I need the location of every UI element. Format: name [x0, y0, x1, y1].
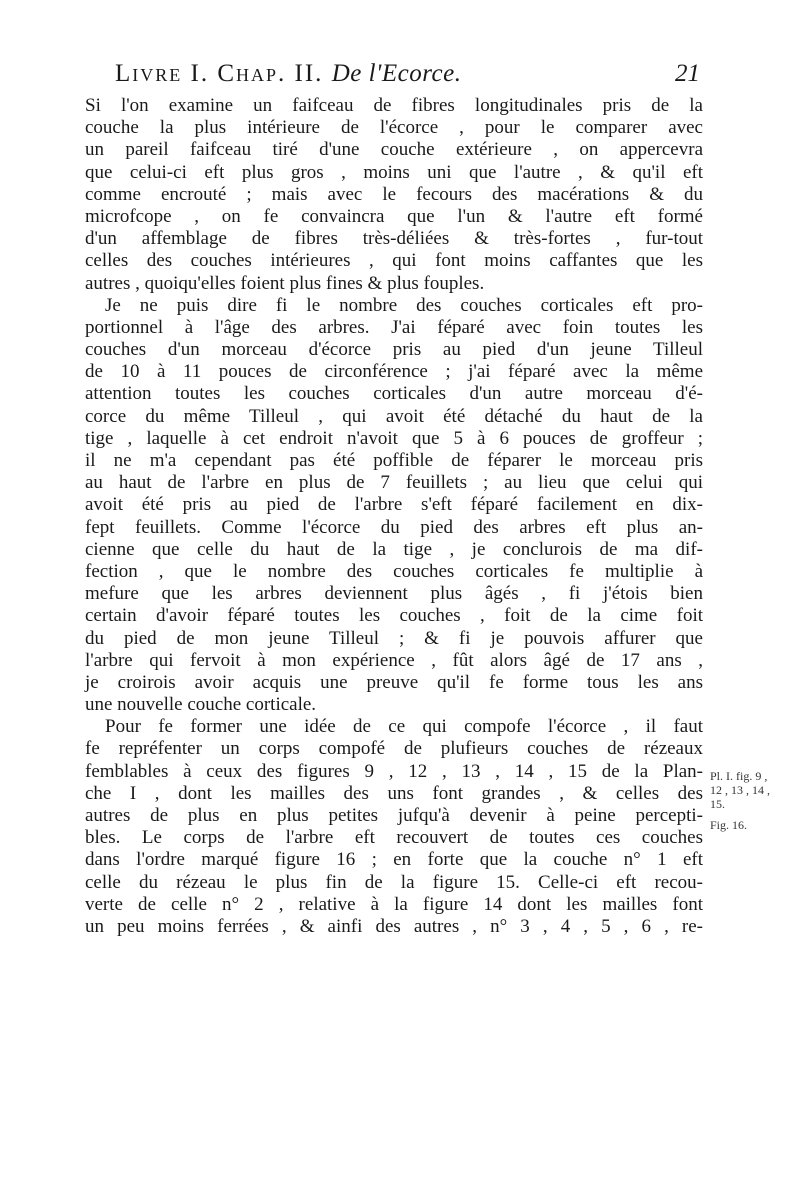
text-line: Si l'on examine un faifceau de fibres longitudinales pris de la [85, 95, 703, 116]
text-line: verte de celle n° 2 , relative à la figure 14 dont les mailles font [85, 893, 703, 915]
text-line: je croirois avoir acquis une preuve qu'il fe forme tous les ans [85, 671, 703, 693]
text-line: couches d'un morceau d'écorce pris au pied d'un jeune Tilleul [85, 339, 703, 361]
margin-note-line: 12 , 13 , 14 , [710, 783, 770, 797]
text-line: d'un affemblage de fibres très-déliées & très-fortes , fur-tout [85, 228, 703, 250]
text-line: il ne m'a cependant pas été poffible de féparer le morceau pris [85, 450, 703, 471]
running-head [115, 60, 700, 96]
page-number: 21 [675, 60, 700, 87]
text-line: mefure que les arbres deviennent plus âgés , fi j'étois bien [85, 583, 703, 605]
text-line: certain d'avoir féparé toutes les couches , foit de la cime foit [85, 605, 703, 627]
text-line: au haut de l'arbre en plus de 7 feuillets ; au lieu que celui qui [85, 472, 703, 494]
text-line: un pareil faifceau tiré d'une couche extérieure , on appercevra [85, 139, 703, 161]
margin-note-plate-ref [710, 769, 770, 811]
text-line: tige , laquelle à cet endroit n'avoit que 5 à 6 pouces de groffeur ; [85, 427, 703, 449]
text-line: Je ne puis dire fi le nombre des couches corticales eft pro- [105, 294, 703, 316]
margin-note-line: Pl. I. fig. 9 , [710, 769, 768, 783]
text-line: une nouvelle couche corticale. [85, 694, 317, 716]
text-line: bles. Le corps de l'arbre eft recouvert de toutes ces couches [85, 827, 703, 849]
running-head-title: De l'Ecorce. [331, 60, 462, 87]
running-head-book: Livre I. [115, 60, 210, 87]
text-line: fe repréfenter un corps compofé de plufieurs couches de rézeaux [85, 738, 703, 760]
text-line: che I , dont les mailles des uns font grandes , & celles des [85, 782, 703, 804]
text-line: que celui-ci eft plus gros , moins uni que l'autre , & qu'il eft [85, 161, 703, 183]
margin-note-figure-ref [710, 818, 747, 832]
text-line: de 10 à 11 pouces de circonférence ; j'ai féparé avec la même [85, 361, 703, 383]
text-line: microfcope , on fe convaincra que l'un & l'autre eft formé [85, 205, 703, 227]
text-line: un peu moins ferrées , & ainfi des autres , n° 3 , 4 , 5 , 6 , re- [85, 915, 703, 937]
text-line: autres de plus en plus petites jufqu'à devenir à peine percepti- [85, 805, 703, 826]
text-line: attention toutes les couches corticales d'un autre morceau d'é- [85, 383, 703, 405]
margin-note-line: 15. [710, 797, 725, 811]
text-line: femblables à ceux des figures 9 , 12 , 13 , 14 , 15 de la Plan- [85, 760, 703, 782]
text-line: couche la plus intérieure de l'écorce , pour le comparer avec [85, 117, 703, 139]
text-line: autres , quoiqu'elles foient plus fines & plus fouples. [85, 272, 485, 294]
body-text [85, 95, 703, 938]
text-line: corce du même Tilleul , qui avoit été détaché du haut de la [85, 405, 703, 427]
margin-note-line: Fig. 16. [710, 818, 748, 832]
text-line: fept feuillets. Comme l'écorce du pied des arbres eft plus an- [85, 516, 703, 538]
text-line: comme encrouté ; mais avec le fecours des macérations & du [85, 183, 703, 205]
text-line: cienne que celle du haut de la tige , je conclurois de ma dif- [85, 538, 703, 560]
text-line: Pour fe former une idée de ce qui compofe l'écorce , il faut [105, 716, 703, 738]
text-line: avoit été pris au pied de l'arbre s'eft féparé facilement en dix- [85, 494, 703, 516]
text-line: celles des couches intérieures , qui font moins caffantes que les [85, 250, 703, 272]
running-head-chapter: Chap. II. [217, 60, 324, 87]
text-line: du pied de mon jeune Tilleul ; & fi je pouvois affurer que [85, 627, 703, 649]
text-line: fection , que le nombre des couches corticales fe multiplie à [85, 560, 703, 582]
text-line: celle du rézeau le plus fin de la figure 15. Celle-ci eft recou- [85, 871, 703, 893]
text-line: dans l'ordre marqué figure 16 ; en forte que la couche n° 1 eft [85, 849, 703, 871]
text-line: portionnel à l'âge des arbres. J'ai féparé avec foin toutes les [85, 316, 703, 338]
text-line: l'arbre qui fervoit à mon expérience , fût alors âgé de 17 ans , [85, 649, 703, 671]
